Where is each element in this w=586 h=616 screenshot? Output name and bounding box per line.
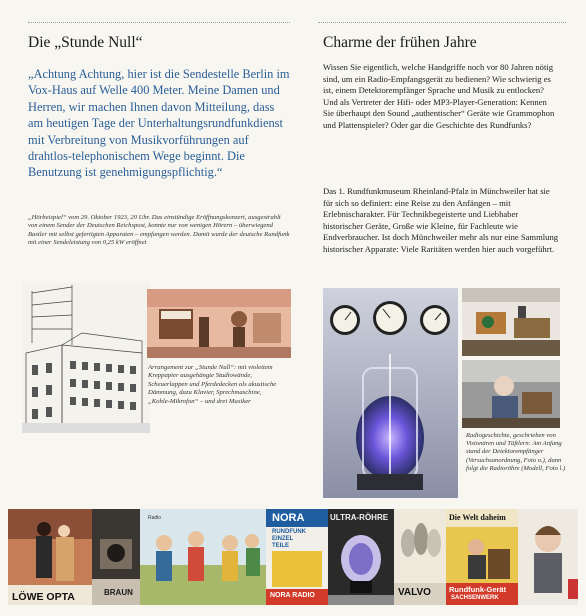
intro-paragraph: Wissen Sie eigentlich, welche Handgriffe noch vor 80 Jahren nötig sind, um ein Radio-Empfangsgerät zu bedienen? Wie schwierig es ist, einem Detektorempfänger Sprache und Musik zu entlocken? Und als Vertreter der Hifi- oder MP3-Player-Generation: Kennen Sie überhaupt den Sound „authentischer“ Geräte wie Grammophon und Plattenspieler? Oder gar die Geschichte des Rundfunks?	[323, 62, 555, 130]
ad-welt-daheim	[446, 509, 518, 605]
nora-bottom-label: NORA RADIO	[270, 592, 315, 599]
nora-line2: EINZEL	[272, 536, 294, 542]
radio-small-label: Radio	[148, 515, 162, 521]
opening-quote: „Achtung Achtung, hier ist die Sendestelle Berlin im Vox-Haus auf Welle 400 Meter. Meine Damen und Herren, wir machen Ihnen davon Mitteilung, dass am heutigen Tage der Unterhaltungsrundfunkdienst mit Verbreitung von Musikvorführungen auf drahtlos-telephonischem Wege beginnt. Die Benutzung ist genehmigungspflichtig.“	[28, 67, 290, 180]
studio-caption: Arrangement zur „Stunde Null“: mit violettem Kreppapier ausgehängte Studiowände, Scheuerlappen und Pferdedecken als akustische Dämmung, dazu Klavier, Sprechmaschine, „Kohle-Mikrofon“ – und drei Musiker	[148, 364, 277, 405]
ad-loewe-opta	[8, 509, 92, 605]
nora-line3: TEILE	[272, 543, 290, 549]
ultra-label: ULTRA-RÖHRE	[330, 513, 389, 522]
ad-radio-scene	[140, 509, 266, 605]
detector-setup-photo	[462, 288, 560, 356]
top-rule-left	[28, 22, 290, 23]
vox-haus-illustration	[22, 283, 150, 433]
nora-line1: RUNDFUNK	[272, 529, 306, 535]
braun-label: BRAUN	[104, 588, 133, 597]
welt-label: Die Welt daheim	[449, 513, 506, 522]
ad-nora	[266, 509, 328, 605]
ad-ultra-roehre	[328, 509, 394, 605]
funk-label: Rundfunk-Gerät	[449, 585, 507, 594]
valvo-label: VALVO	[398, 587, 431, 598]
visitor-photo	[462, 360, 560, 428]
radio-history-caption: Radiogeschichte, geschrieben von Visionären und Tüftlern: Am Anfang stand der Detektorempfänger (Versuchsanordnung, Foto o.), dann folgt die Radioröhre (Modell, Foto l.)	[466, 432, 566, 472]
ad-lady-phone	[518, 509, 578, 605]
ad-braun	[92, 509, 140, 605]
radio-tube-photo	[323, 288, 458, 498]
loewe-label: LÖWE OPTA	[12, 591, 75, 603]
right-title: Charme der frühen Jahre	[323, 34, 477, 51]
top-rule-right	[318, 22, 566, 23]
nora-top-label: NORA	[272, 512, 305, 524]
broadcast-note: „Hörbeispiel“ vom 29. Oktober 1923, 20 Uhr. Das einstündige Eröffnungskonzert, ausgestrahlt von einem Sender der Deutschen Reichspost, konnte nur von wenigen Hörern – überwiegend Bastler mit selbst gefertigten Apparaten – empfangen werden. Damit wurde der deutsche Rundfunk mit einer Sendeleistung von 0,25 kW eröffnet	[28, 214, 290, 246]
sachsen-label: SACHSENWERK	[451, 595, 499, 601]
museum-paragraph: Das 1. Rundfunkmuseum Rheinland-Pfalz in Münchweiler hat sie für sich so definiert: eine Reise zu den Anfängen – mit Erlebnischarakter. Für Technikbegeisterte und Liebhaber historischer Geräte, Große wie Kleine, für Fachleute wie Endverbraucher. Ist doch Münchweiler mehr als nur eine Sammlung historischer Apparate: Viele Raritäten werden hier auch vorgeführt.	[323, 186, 559, 254]
left-title: Die „Stunde Null“	[28, 34, 143, 51]
ad-valvo	[394, 509, 446, 605]
studio-arrangement-image	[147, 289, 291, 358]
